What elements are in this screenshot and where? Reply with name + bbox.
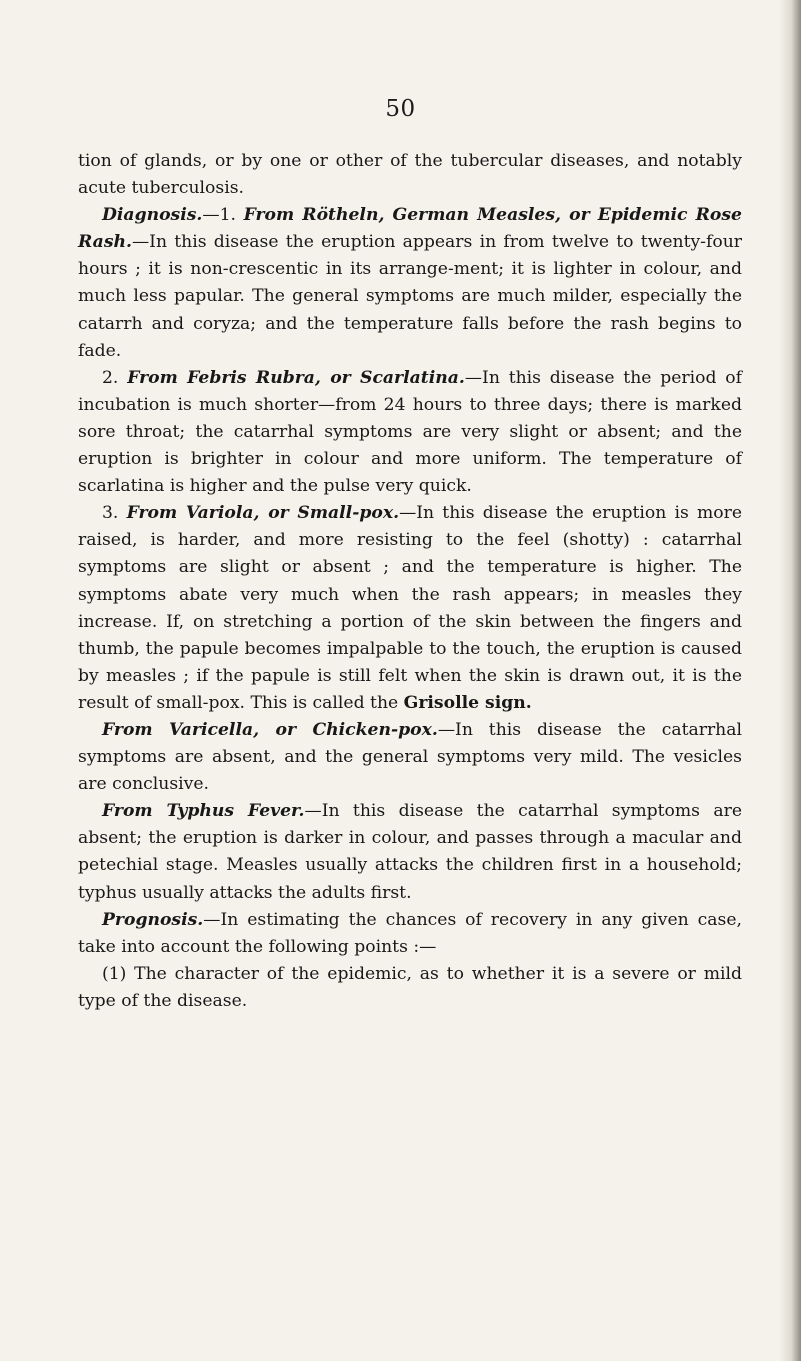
- text-run: 3.: [102, 503, 127, 524]
- body-text: [78, 148, 742, 1015]
- page-edge-shadow: [779, 0, 801, 1361]
- paragraph-continuation: [78, 148, 742, 202]
- text-run: —In this disease the catarrhal symptoms are absent; the eruption is darker in colour, and passes through a macular and petechial stage. Measles usually attacks the children first in a household; typhus usually attacks the adults first.: [78, 801, 742, 903]
- text-run: —In estimating the chances of recovery in any given case, take into account the following points :—: [78, 909, 742, 957]
- heading-diagnosis: Diagnosis.: [102, 205, 203, 226]
- text-run: —In this disease the eruption appears in from twelve to twenty-four hours ; it is non-crescentic in its arrange-ment; it is lighter in colour, and much less papular. The general symptoms are much milder, especially the catarrh and coryza; and the temperature falls before the rash begins to fade.: [78, 232, 742, 361]
- paragraph-point-1: [78, 961, 742, 1015]
- page-number: 50: [385, 96, 416, 122]
- text-run: 2.: [102, 367, 128, 388]
- heading-prognosis: Prognosis.: [102, 909, 204, 930]
- grisolle-sign: Grisolle sign.: [403, 692, 532, 713]
- text-run: —In this disease the eruption is more raised, is harder, and more resisting to the feel (shotty) : catarrhal symptoms are slight or absent ; and the temperature is higher. The symptoms abate very much when the rash appears; in measles they increase. If, on stretching a portion of the skin between the fingers and thumb, the papule becomes impalpable to the touch, the eruption is caused by measles ; if the papule is still felt when the skin is drawn out, it is the result of small-pox. This is called the: [78, 503, 742, 713]
- paragraph-small-pox: [78, 500, 742, 717]
- paragraph-scarlatina: [78, 365, 742, 500]
- subheading-typhus: From Typhus Fever.: [102, 801, 305, 822]
- text-run: (1) The character of the epidemic, as to whether it is a severe or mild type of the disease.: [78, 963, 742, 1011]
- text-run: —1.: [202, 205, 244, 226]
- paragraph-typhus: [78, 798, 742, 906]
- paragraph-diagnosis-rotheln: [78, 202, 742, 365]
- subheading-scarlatina: From Febris Rubra, or Scarlatina.: [127, 367, 465, 388]
- paragraph-chicken-pox: [78, 717, 742, 798]
- subheading-rotheln: From Rötheln, German Measles, or Epidemic Rose Rash.: [78, 205, 742, 253]
- subheading-variola: From Variola, or Small-pox.: [126, 503, 400, 524]
- subheading-varicella: From Varicella, or Chicken-pox.: [102, 719, 438, 740]
- text-run: tion of glands, or by one or other of the tubercular diseases, and notably acute tuberculosis.: [78, 151, 742, 199]
- text-run: —In this disease the catarrhal symptoms are absent, and the general symptoms very mild. The vesicles are conclusive.: [78, 719, 742, 795]
- text-run: —In this disease the period of incubation is much shorter—from 24 hours to three days; there is marked sore throat; the catarrhal symptoms are very slight or absent; and the eruption is brighter in colour and more uniform. The temperature of scarlatina is higher and the pulse very quick.: [78, 367, 742, 497]
- paragraph-prognosis: [78, 907, 742, 961]
